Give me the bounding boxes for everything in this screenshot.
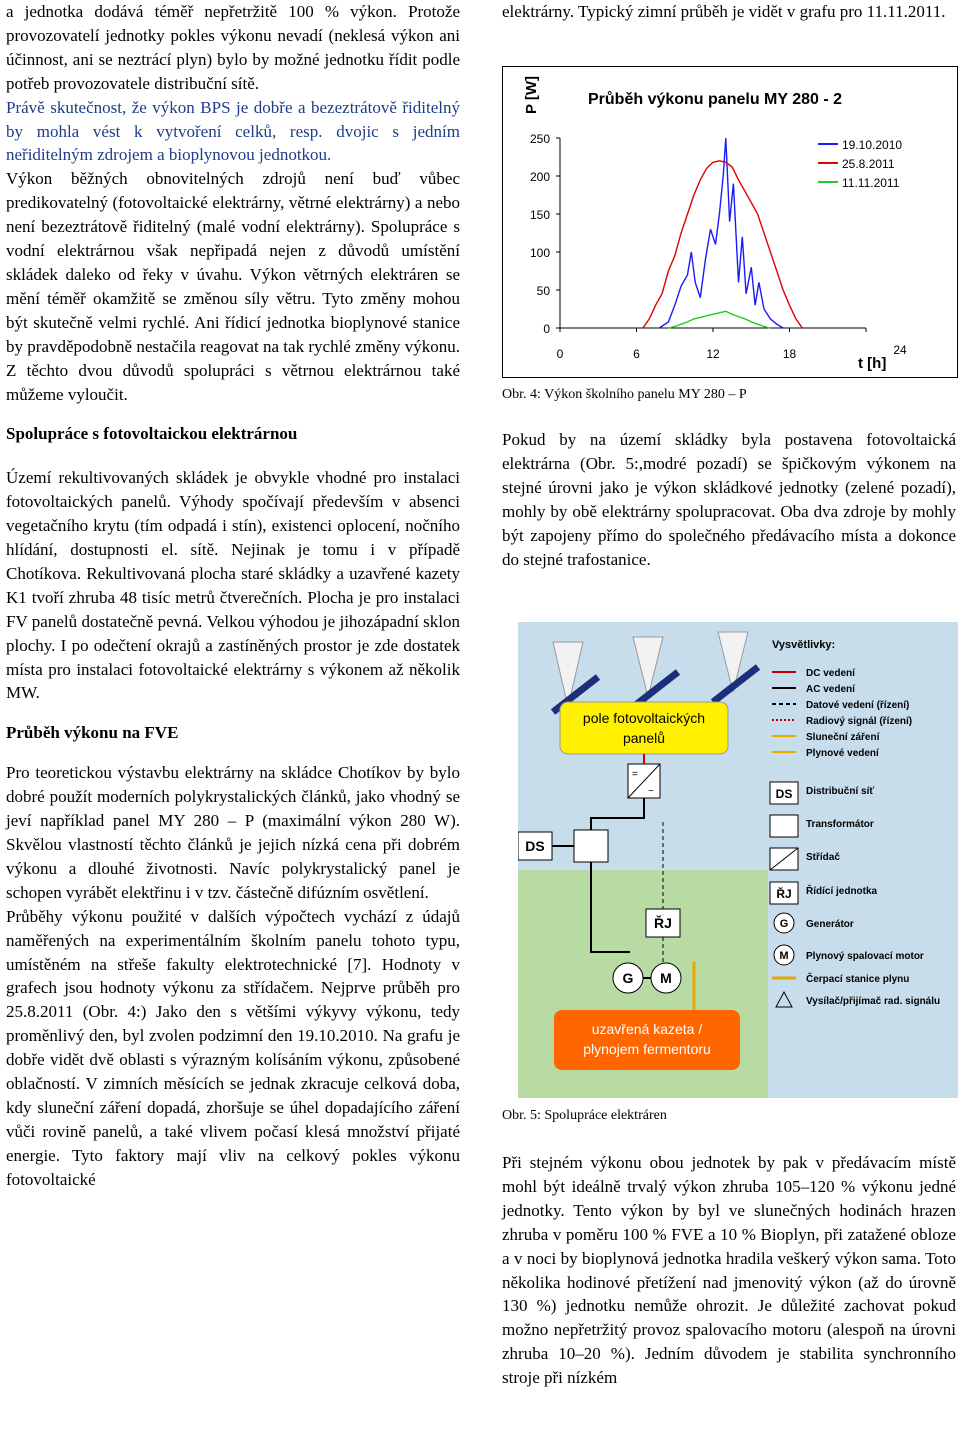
legend-label: Řídící jednotka [806, 886, 878, 897]
chart-y-tick-label: 0 [543, 322, 550, 336]
svg-text:=: = [632, 769, 638, 780]
legend-label: Čerpací stanice plynu [806, 974, 910, 985]
chart-y-tick-label: 250 [529, 132, 550, 146]
paragraph-intro: a jednotka dodává téměř nepřetržitě 100 % výkon. Protože provozovatelí jednotky pokles výkonu nevadí (neklesá výkon ani účinnost, ani se neztrácí plyn) bylo by možné jednotku řídit podle potřeb provozovatele distribuční sítě. [6, 2, 460, 93]
legend-g-text: G [779, 918, 789, 930]
chart-x-tick-label: 18 [782, 347, 797, 361]
legend-label: DC vedení [806, 668, 855, 679]
pv-field-label-2: panelů [622, 730, 666, 746]
heading-pv-cooperation: Spolupráce s fotovoltaickou elektrárnou [6, 424, 298, 444]
legend-label: Radiový signál (řízení) [806, 716, 913, 727]
legend-label: Střídač [806, 852, 840, 863]
legend-label: Sluneční záření [806, 732, 880, 743]
paragraph-winter: elektrárny. Typický zimní průběh je vidět v grafu pro 11.11.2011. [502, 2, 946, 21]
chart-legend-label: 11.11.2011 [842, 176, 900, 190]
legend-title: Vysvětlivky: [772, 639, 836, 651]
chart-xlabel: t [h] [858, 355, 887, 372]
rj-label: ŘJ [654, 915, 672, 931]
legend-m-text: M [779, 950, 789, 962]
figure4-caption: Obr. 4: Výkon školního panelu MY 280 – P [502, 387, 747, 402]
transformer-icon [574, 830, 608, 862]
chart-x-tick-label: 6 [633, 347, 640, 361]
heading-fve-power: Průběh výkonu na FVE [6, 723, 179, 743]
paragraph-pv-plant: Pokud by na území skládky byla postavena fotovoltaická elektrárna (Obr. 5:,modré pozadí) se špičkovým výkonem na stejné úrovni jako je výkon skládkové jednotky (zelené pozadí), mohly by obě elektrárny spolupracovat. Oba dva zdroje by mohly být zapojeny přímo do společného předávacího místa a dokonce do stejné trafostanice. [502, 430, 956, 569]
chart-title: Průběh výkonu panelu MY 280 - 2 [588, 91, 842, 108]
paragraph-landfill: Území rekultivovaných skládek je obvykle vhodné pro instalaci fotovoltaických panelů. Výhody spočívají především v absenci vegetačního krytu (tím odpadá i stín), existenci oplocení, nočního hlídání, dostupnosti el. sítě. Nejinak je tomu i v případě Chotíkova. Rekultivovaná plocha staré skládky a uzavřené kazety K1 tvoří zhruba 48 tisíc metrů čtverečních. Plocha je pro instalaci FV panelů dostatečně pevná. Velkou výhodou je jihozápadní sklon plochy. I po odečtení okrajů a zastíněných prostor je zde dostatek místa pro instalaci fotovoltaické elektrárny s výkonem až několik MW. [6, 468, 460, 703]
pv-field-label: pole fotovoltaických [582, 710, 706, 726]
legend-label: Generátor [806, 919, 854, 930]
chart-y-tick-label: 150 [529, 208, 550, 222]
legend-label: Transformátor [806, 819, 874, 830]
chart-ylabel: P [W] [523, 75, 540, 114]
legend-transformer-icon [770, 815, 798, 837]
legend-rj-text: ŘJ [776, 887, 792, 901]
legend-label: AC vedení [806, 684, 855, 695]
svg-text:~: ~ [648, 786, 654, 797]
power-chart [502, 66, 958, 378]
cassette-box [554, 1010, 740, 1070]
right-column [502, 0, 956, 24]
cassette-label-2: plynojem fermentoru [583, 1041, 711, 1057]
paragraph-measurements: Průběhy výkonu použité v dalších výpočtech vychází z údajů naměřených na experimentálním školním panelu tohoto typu, umístěném na střeše fakulty elektrotechnické [7]. Hodnoty v grafech jsou hodnoty výkonu za střídačem. Nejprve průběh pro 25.8.2011 (Obr. 4:) Jako den s většími výkyvy výkonu, tedy proměnlivý den, byl zvolen podzimní den 19.10.2010. Na grafu je dobře vidět dvě oblasti s výrazným kolísáním výkonu, způsobené oblačností. V zimních měsících se jednak zkracuje celková doba, kdy sluneční záření dopadá, zhoršuje se úhel dopadajícího záření vůči rovině panelů, a také vlivem počasí klesá množství přijaté energie. Tyto faktory mají vliv na celkový pokles výkonu fotovoltaické [6, 906, 460, 1189]
paragraph-power-ratio: Při stejném výkonu obou jednotek by pak v předávacím místě mohl být ideálně trvalý výkon zhruba 105–120 % výkonu jedné jednotky. Tento výkon by byl ve slunečných hodinách hrazen zhruba v poměru 100 % FVE a 10 % Bioplyn, při zatažené obloze a v noci by bioplynová jednotka hradila veškerý výkon sama. Toto několika hodinové přetížení nad jmenovitý výkon (až do úrovně 130 %) jednotku nemůže ohrozit. Je důležité zachovat pokud možno nepřetržitý provoz spalovacího motoru (alespoň na úrovni zhruba 10–20 %). Jedním důvodem je stabilita synchronního stroje při nízkém [502, 1153, 956, 1388]
figure5-caption: Obr. 5: Spolupráce elektráren [502, 1108, 667, 1123]
paragraph-panel: Pro teoretickou výstavbu elektrárny na skládce Chotíkov by bylo dobré použít moderních polykrystalických článků, jako vhodný se jeví například panel MY 280 – P (maximální výkon 280 W). Skvělou vlastností těchto článků je jejich nízká cena při dobrém výkonu a dlouhé životnosti. Navíc polykrystalický panel je schopen vyrábět elektřinu i v tzv. částečně difúzním osvětlení. [6, 763, 460, 902]
legend-label: Vysílač/přijímač rad. signálu [806, 996, 941, 1007]
legend-ds-text: DS [775, 787, 793, 801]
chart-legend-label: 19.10.2010 [842, 138, 903, 152]
ds-label: DS [525, 838, 545, 854]
chart-x-tick-label: 0 [556, 347, 564, 361]
cassette-label: uzavřená kazeta / [591, 1021, 703, 1037]
legend-label: Plynový spalovací motor [806, 951, 924, 962]
chart-legend-label: 25.8.2011 [842, 157, 895, 171]
paragraph-bps: Právě skutečnost, že výkon BPS je dobře a bezeztrátově řiditelný by mohla vést k vytvoření celků, resp. dvojic s jedním neřiditelným zdrojem a bioplynovou jednotkou. [6, 97, 460, 165]
motor-label: M [660, 970, 672, 986]
legend-label: Datové vedení (řízení) [806, 700, 910, 711]
chart-y-tick-label: 50 [536, 284, 550, 298]
generator-label: G [622, 970, 634, 986]
chart-y-tick-label: 200 [529, 170, 550, 184]
left-column [6, 0, 460, 1192]
legend-label: Plynové vedení [806, 748, 879, 759]
paragraph-renewables: Výkon běžných obnovitelných zdrojů není buď vůbec predikovatelný (fotovoltaické elektrárny, větrné elektrárny) a nebo není bezeztrátově řiditelný (malé vodní elektrárny). Spolupráce s vodní elektrárnou však nepřipadá nejen z důvodů umístění skládek daleko od řeky v úvahu. Výkon větrných elektráren se mění téměř okamžitě se změnou síly větru. Tyto změny mohou být skutečně velmi rychlé. Ani řídicí jednotka bioplynové stanice by pravděpodobně nestačila reagovat na tak rychlé změny výkonu. Z těchto dvou důvodů spolupráci s větrnou elektrárnou také můžeme vyloučit. [6, 169, 460, 404]
cooperation-diagram [518, 622, 958, 1098]
legend-label: Distribuční síť [806, 786, 875, 797]
chart-y-tick-label: 100 [529, 246, 550, 260]
chart-x-tick-label: 12 [706, 347, 720, 361]
chart-x-tick-label: 24 [893, 343, 907, 357]
